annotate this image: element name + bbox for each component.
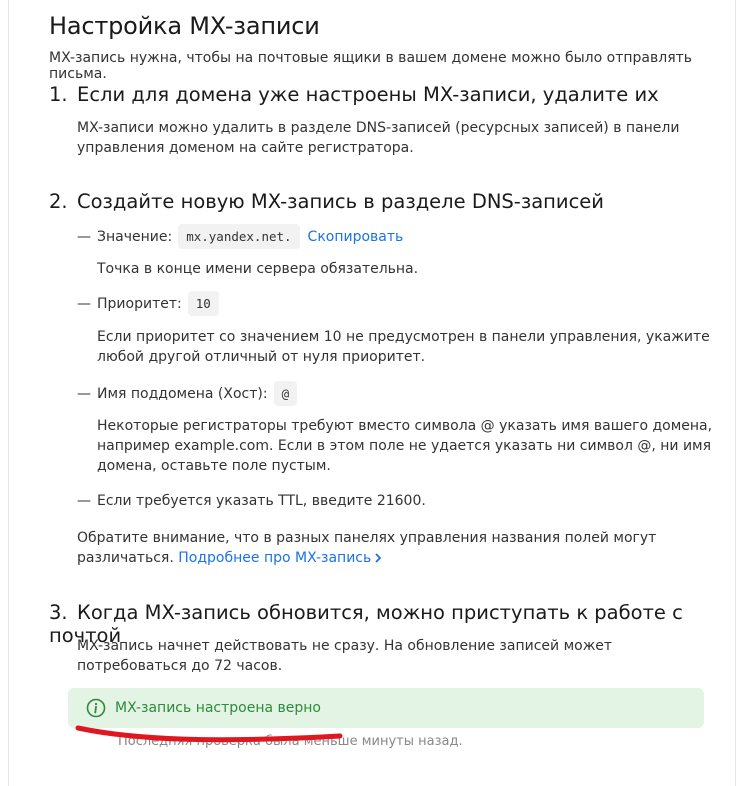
- mx-more-link[interactable]: [178, 550, 383, 566]
- red-underline-annotation: [75, 724, 345, 746]
- priority-note: Если приоритет со значением 10 не предусмотрен в панели управления, укажите любой другой отличный от нуля приоритет.: [97, 329, 710, 365]
- value-label: Значение:: [97, 228, 173, 245]
- priority-label: Приоритет:: [97, 295, 182, 312]
- step-2-heading: Создайте новую MX-запись в разделе DNS-записей: [77, 190, 604, 213]
- step-3-heading: Когда MX-запись обновится, можно приступать к работе с почтой: [49, 601, 683, 647]
- step-1-title: [49, 83, 659, 106]
- step-1-number: 1.: [49, 83, 68, 106]
- list-dash: —: [77, 493, 91, 509]
- attention-note: [77, 528, 717, 568]
- list-dash: —: [77, 228, 91, 245]
- value-note: Точка в конце имени сервера обязательна.: [97, 261, 419, 277]
- host-note: Некоторые регистраторы требуют вместо символа @ указать имя вашего домена, например example.com. Если в этом поле не удается указать ни символ @, ни имя домена, оставьте поле пустым.: [97, 418, 713, 474]
- step-3-text: MX-запись начнет действовать не сразу. На обновление записей может потребоваться до 72 часов.: [77, 638, 613, 674]
- step-3-number: 3.: [49, 601, 68, 624]
- info-circle-icon: [86, 698, 106, 718]
- status-message: MX-запись настроена верно: [115, 700, 322, 716]
- chevron-right-icon: [373, 552, 383, 564]
- page-title: Настройка MX-записи: [49, 12, 320, 40]
- step-2-number: 2.: [49, 190, 68, 213]
- list-dash: —: [77, 295, 91, 312]
- host-label: Имя поддомена (Хост):: [97, 385, 268, 402]
- value-code[interactable]: mx.yandex.net.: [178, 224, 299, 249]
- priority-code[interactable]: 10: [188, 291, 219, 316]
- host-field: [77, 381, 297, 406]
- status-banner: [68, 688, 704, 728]
- list-dash: —: [77, 385, 91, 402]
- step-1-text: MX-записи можно удалить в разделе DNS-записей (ресурсных записей) в панели управления доменом на сайте регистратора.: [77, 120, 680, 156]
- host-code[interactable]: @: [274, 381, 298, 406]
- ttl-text: Если требуется указать TTL, введите 21600.: [97, 493, 426, 509]
- mx-more-link-label: Подробнее про MX-запись: [178, 550, 372, 566]
- last-check-text: Последняя проверка была меньше минуты назад.: [118, 734, 463, 749]
- value-field: [77, 224, 403, 249]
- step-2-title: [49, 190, 604, 213]
- priority-field: [77, 291, 219, 316]
- page-intro: MX-запись нужна, чтобы на почтовые ящики в вашем домене можно было отправлять письма.: [49, 50, 693, 82]
- step-1-heading: Если для домена уже настроены MX-записи, удалите их: [77, 83, 659, 106]
- copy-button[interactable]: Скопировать: [307, 228, 404, 245]
- page-frame: [8, 0, 736, 786]
- ttl-field: [77, 493, 426, 509]
- attention-text: Обратите внимание, что в разных панелях управления названия полей могут различаться.: [77, 530, 657, 566]
